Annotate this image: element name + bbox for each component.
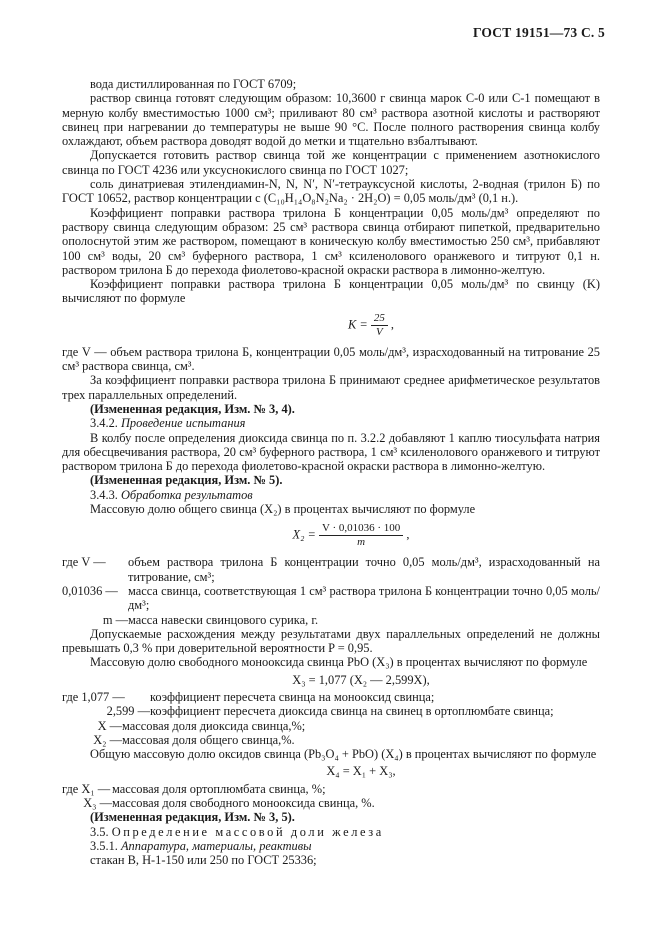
formula-x2 bbox=[102, 522, 600, 549]
where-label: X₃ — bbox=[83, 796, 112, 811]
paragraph: Коэффициент поправки раствора трилона Б концентрации 0,05 моль/дм³ по свинцу (K) вычисляют по формуле bbox=[62, 277, 600, 306]
where-label: где 1,077 — bbox=[62, 689, 125, 704]
amendment-note: (Измененная редакция, Изм. № 5). bbox=[90, 473, 283, 488]
section-title: Обработка результатов bbox=[120, 487, 253, 502]
where-item bbox=[62, 733, 600, 747]
formula-x2-tail: , bbox=[403, 527, 410, 542]
where-label: 0,01036 — bbox=[62, 583, 118, 598]
where-item bbox=[62, 613, 600, 627]
section-title: Определение массовой доли железа bbox=[111, 824, 384, 839]
where-item bbox=[62, 704, 600, 718]
where-item bbox=[62, 584, 600, 613]
where-label: где X₁ — bbox=[62, 781, 111, 796]
page-header: ГОСТ 19151—73 С. 5 bbox=[472, 25, 605, 40]
where-text: коэффициент пересчета свинца на монооксид свинца; bbox=[150, 689, 435, 704]
paragraph: вода дистиллированная по ГОСТ 6709; bbox=[90, 77, 297, 91]
section-heading bbox=[62, 488, 600, 502]
formula-x4: X₄ = X₁ + X₃, bbox=[326, 764, 396, 779]
where-label: m — bbox=[102, 612, 128, 627]
paragraph: Массовую долю общего свинца (X₂) в процентах вычисляют по формуле bbox=[90, 502, 476, 517]
formula-k-tail: , bbox=[387, 317, 395, 332]
section-number: 3.4.3. bbox=[90, 487, 121, 502]
paragraph: За коэффициент поправки раствора трилона Б принимают среднее арифметическое результатов трех параллельных определений. bbox=[62, 373, 600, 402]
section-heading bbox=[62, 416, 600, 430]
paragraph: Допускаемые расхождения между результатами двух параллельных определений не должны превышать 0,3 % при доверительной вероятности P = 0,95. bbox=[62, 626, 600, 656]
paragraph: соль динатриевая этилендиамин-N, N, N′, N′-тетрауксусной кислоты, 2-водная (трилон Б) по ГОСТ 10652, раствор концентрации c (C₁₀H₁₄O₈N₂Na₂ · 2H₂O) = 0,05 моль/дм³ (0,1 н.). bbox=[62, 177, 600, 206]
section-number: 3.5. bbox=[90, 824, 112, 839]
fraction-numerator: 25 bbox=[371, 312, 388, 326]
where-label: 2,599 — bbox=[106, 704, 150, 719]
formula-k bbox=[142, 312, 600, 339]
where-text: масса свинца, соответствующая 1 см³ раствора трилона Б концентрации точно 0,05 моль/дм³; bbox=[128, 583, 600, 613]
where-text: масса навески свинцового сурика, г. bbox=[128, 612, 319, 627]
where-text: коэффициент пересчета диоксида свинца на свинец в ортоплюмбате свинца; bbox=[150, 704, 554, 719]
formula-x2-left: X₂ = bbox=[292, 527, 319, 542]
where-label: X — bbox=[97, 718, 122, 733]
paragraph: Коэффициент поправки раствора трилона Б концентрации 0,05 моль/дм³ определяют по раствору свинца следующим образом: 25 см³ раствора свинца отбирают пипеткой, предварительно ополоснутой этим же раствором, помещают в коническую колбу вместимостью 250 см³, прибавляют 100 см³ воды, 20 см³ буферного раствора, 1 см³ ксиленолового оранжевого и титруют 0,1 н. раствором трилона Б до перехода фиолетово-красной окраски раствора в лимонно-желтую. bbox=[62, 205, 600, 277]
where-item bbox=[62, 690, 600, 704]
fraction bbox=[319, 522, 403, 549]
formula-k-left: K = bbox=[347, 317, 371, 332]
where-text: объем раствора трилона Б концентрации точно 0,05 моль/дм³, израсходованный на титрование, см³; bbox=[128, 555, 600, 584]
paragraph: В колбу после определения диоксида свинца по п. 3.2.2 добавляют 1 каплю тиосульфата натрия для обесцвечивания раствора, 20 см³ буферного раствора, 1 см³ ксиленолового оранжевого и титруют раствором трилона Б до перехода фиолетово-красной окраски раствора в лимонно-желтую. bbox=[62, 430, 600, 474]
where-text: массовая доля общего свинца,%. bbox=[122, 732, 295, 747]
paragraph: Массовую долю свободного монооксида свинца PbO (X₃) в процентах вычисляют по формуле bbox=[90, 655, 588, 670]
fraction-denominator: m bbox=[357, 536, 366, 549]
where-text: массовая доля диоксида свинца,%; bbox=[122, 718, 306, 733]
where-text: массовая доля ортоплюмбата свинца, %; bbox=[112, 781, 326, 796]
fraction bbox=[371, 312, 388, 339]
paragraph: раствор свинца готовят следующим образом: 10,3600 г свинца марок С-0 или С-1 помещают в мерную колбу вместимостью 1000 см³; приливают 80 см³ раствора азотной кислоты и растворяют свинец при нагревании до температуры не выше 90 °С. После полного растворения свинца колбу охлаждают, объем раствора доводят водой до метки и тщательно взбалтывают. bbox=[62, 91, 600, 149]
section-number: 3.4.2. bbox=[90, 416, 121, 431]
where-item bbox=[62, 796, 600, 810]
document-body bbox=[62, 77, 600, 868]
paragraph: где V — объем раствора трилона Б, концентрации 0,05 моль/дм³, израсходованный на титрование 25 см³ раствора свинца, см³. bbox=[62, 344, 600, 374]
section-heading bbox=[62, 825, 600, 839]
where-item bbox=[62, 719, 600, 733]
fraction-numerator: V · 0,01036 · 100 bbox=[319, 522, 403, 536]
amendment-note: (Измененная редакция, Изм. № 3, 4). bbox=[90, 401, 295, 416]
section-number: 3.5.1. bbox=[90, 838, 121, 853]
amendment-note: (Измененная редакция, Изм. № 3, 5). bbox=[90, 810, 295, 825]
where-label: где V — bbox=[62, 555, 106, 570]
section-title: Аппаратура, материалы, реактивы bbox=[120, 838, 312, 853]
where-text: массовая доля свободного монооксида свинца, %. bbox=[112, 796, 375, 811]
where-item bbox=[62, 782, 600, 796]
fraction-denominator: V bbox=[375, 325, 383, 338]
paragraph: стакан В, Н-1-150 или 250 по ГОСТ 25336; bbox=[90, 853, 317, 868]
where-label: X₂ — bbox=[93, 732, 122, 747]
paragraph: Общую массовую долю оксидов свинца (Pb₃O₄ + PbO) (X₄) в процентах вычисляют по формуле bbox=[90, 747, 597, 762]
formula-x3: X₃ = 1,077 (X₂ — 2,599X), bbox=[292, 672, 430, 687]
where-item bbox=[62, 555, 600, 584]
section-title: Проведение испытания bbox=[120, 416, 246, 431]
section-heading bbox=[62, 839, 600, 853]
paragraph: Допускается готовить раствор свинца той же концентрации с применением азотнокислого свинца по ГОСТ 4236 или уксуснокислого свинца по ГОСТ 1027; bbox=[62, 148, 600, 177]
